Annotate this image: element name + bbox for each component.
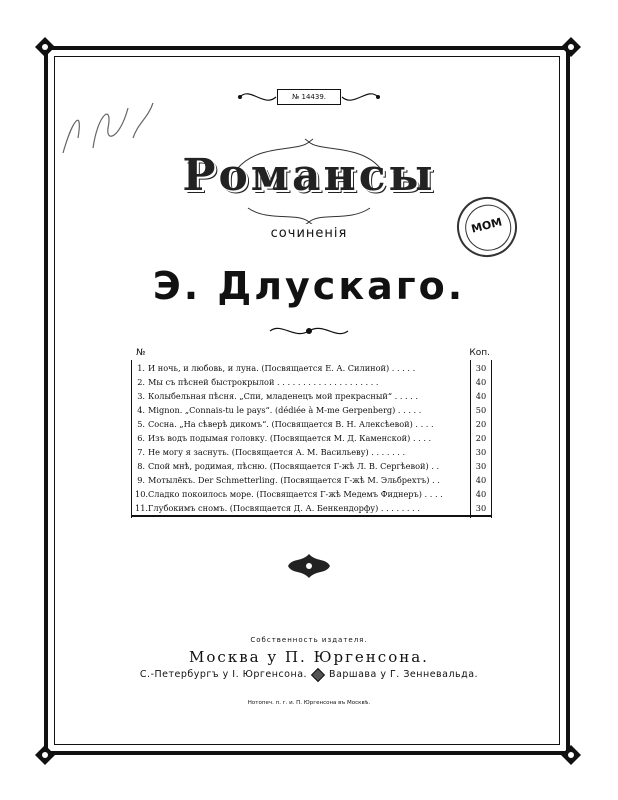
publisher-ownership: Собственность издателя. bbox=[250, 636, 368, 644]
printer-imprint: Нотопеч. п. г. и. П. Юргенсона въ Москвѣ. bbox=[247, 700, 371, 706]
item-price: 30 bbox=[475, 447, 487, 457]
item-price: 40 bbox=[475, 475, 487, 485]
item-title: Мы съ пѣсней быстрокрылой . . . . . . . . . . . . . . . . . . . . bbox=[148, 377, 379, 387]
list-item bbox=[131, 375, 492, 389]
item-price: 40 bbox=[475, 377, 487, 387]
item-number: 1. bbox=[137, 363, 145, 373]
pencil-scribble-icon bbox=[58, 98, 158, 158]
item-title: Сладко покоилось море. (Посвящается Г-жѣ Медемъ Фиднеръ) . . . . bbox=[148, 489, 443, 499]
item-number: 7. bbox=[137, 447, 145, 457]
item-title: Сосна. „На сѣверѣ дикомъ“. (Посвящается В. Н. Алексѣевой) . . . . bbox=[148, 419, 434, 429]
item-price: 30 bbox=[475, 363, 487, 373]
item-price: 20 bbox=[475, 433, 487, 443]
list-item bbox=[131, 473, 492, 487]
corner-ornament-icon bbox=[560, 36, 582, 58]
item-price: 30 bbox=[475, 461, 487, 471]
item-number: 10. bbox=[135, 489, 149, 499]
item-title: Изъ водъ подымая головку. (Посвящается М. Д. Каменской) . . . . bbox=[148, 433, 432, 443]
corner-ornament-icon bbox=[34, 36, 56, 58]
item-price: 30 bbox=[475, 503, 487, 513]
item-title: Не могу я заснуть. (Посвящается А. М. Васильеву) . . . . . . . bbox=[148, 447, 406, 457]
list-item bbox=[131, 445, 492, 459]
item-price: 40 bbox=[475, 489, 487, 499]
list-item bbox=[131, 361, 492, 375]
list-item bbox=[131, 487, 492, 501]
stamp-text: МОМ bbox=[469, 215, 504, 236]
publisher-st-petersburg: С.-Петербургъ у І. Юргенсона. bbox=[139, 669, 308, 680]
item-price: 50 bbox=[475, 405, 487, 415]
item-title: Спой мнѣ, родимая, пѣсню. (Посвящается Г-жѣ Л. В. Сергѣевой) . . bbox=[148, 461, 440, 471]
item-number: 11. bbox=[135, 503, 149, 513]
corner-ornament-icon bbox=[34, 744, 56, 766]
item-price: 40 bbox=[475, 391, 487, 401]
list-header bbox=[136, 348, 492, 360]
item-number: 4. bbox=[137, 405, 145, 415]
list-item bbox=[131, 459, 492, 473]
item-title: Mignon. „Connais-tu le pays“. (dédiée à M-me Gerpenberg) . . . . . bbox=[148, 405, 422, 415]
item-title: И ночь, и любовь, и луна. (Посвящается Е. А. Силиной) . . . . . bbox=[148, 363, 416, 373]
item-number: 9. bbox=[137, 475, 145, 485]
list-item bbox=[131, 431, 492, 445]
publisher-cities bbox=[0, 669, 618, 680]
list-item bbox=[131, 403, 492, 417]
diamond-separator-icon bbox=[311, 667, 325, 681]
fleuron-ornament-icon bbox=[286, 552, 332, 580]
item-title: Колыбельная пѣсня. „Спи, младенецъ мой прекрасный“ . . . . . bbox=[148, 391, 419, 401]
list-item bbox=[131, 389, 492, 403]
subtitle: сочиненія bbox=[270, 226, 348, 241]
plate-number: № 14439. bbox=[277, 89, 341, 105]
item-price: 20 bbox=[475, 419, 487, 429]
price-column-header: Коп. bbox=[469, 348, 490, 358]
item-number: 6. bbox=[137, 433, 145, 443]
item-title: Мотылёкъ. Der Schmetterling. (Посвящается Г-жѣ М. Эльбрехтъ) . . bbox=[148, 475, 440, 485]
page-title: Романсы bbox=[182, 150, 436, 201]
item-number: 5. bbox=[137, 419, 145, 429]
divider-ornament-icon bbox=[268, 322, 350, 340]
publisher-moscow: Москва у П. Юргенсона. bbox=[189, 648, 429, 666]
composer-name: Э. Длускаго. bbox=[152, 264, 466, 308]
item-number: 3. bbox=[137, 391, 145, 401]
item-number: 8. bbox=[137, 461, 145, 471]
list-item bbox=[131, 501, 492, 517]
item-number: 2. bbox=[137, 377, 145, 387]
number-column-header: № bbox=[136, 348, 146, 358]
list-item bbox=[131, 417, 492, 431]
item-title: Глубокимъ сномъ. (Посвящается Д. А. Бенкендорфу) . . . . . . . . bbox=[148, 503, 420, 513]
corner-ornament-icon bbox=[560, 744, 582, 766]
publisher-warsaw: Варшава у Г. Зенневальда. bbox=[329, 669, 479, 680]
